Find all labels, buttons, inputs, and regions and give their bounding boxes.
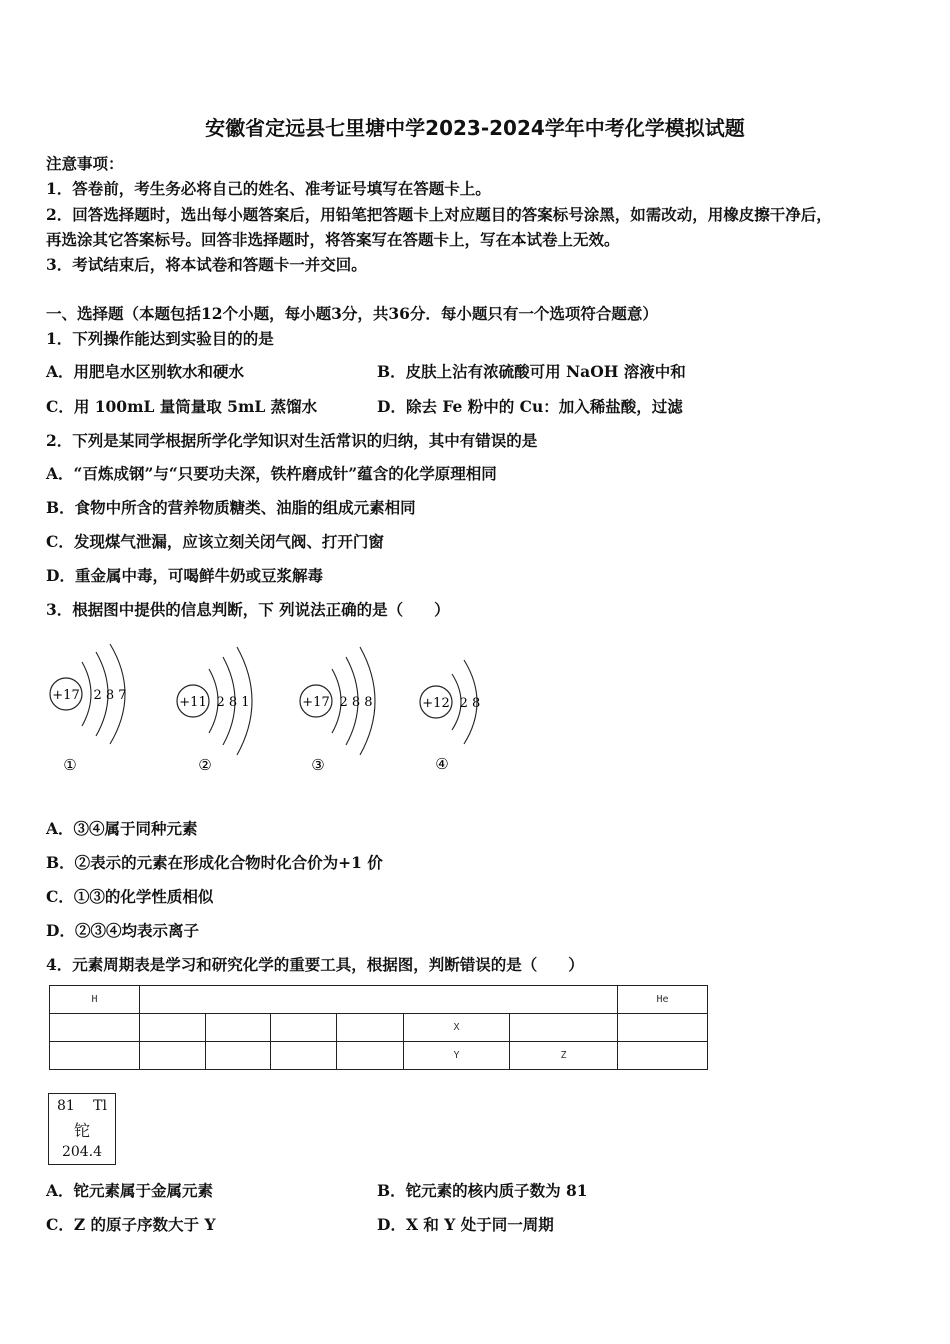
q4-stem: 4．元素周期表是学习和研究化学的重要工具，根据图，判断错误的是（ ） <box>46 955 584 974</box>
atom-diagram-3 <box>298 645 408 789</box>
q3-option-a: A．③④属于同种元素 <box>46 819 198 838</box>
q1-option-a: A．用肥皂水区别软水和硬水 <box>46 362 245 381</box>
svg-text:2 8 7: 2 8 7 <box>93 688 127 703</box>
svg-text:+17: +17 <box>52 688 80 703</box>
svg-text:④: ④ <box>435 755 449 773</box>
svg-text:2 8 1: 2 8 1 <box>216 695 250 710</box>
svg-text:2 8: 2 8 <box>459 696 481 711</box>
tl-symbol: Tl <box>93 1098 107 1114</box>
q4-option-b: B．铊元素的核内质子数为 81 <box>377 1181 588 1200</box>
atom-diagram-4 <box>418 652 508 786</box>
cell-he: He <box>618 986 708 1014</box>
q4-option-c: C．Z 的原子序数大于 Y <box>46 1215 216 1234</box>
q2-option-d: D．重金属中毒，可喝鲜牛奶或豆浆解毒 <box>46 566 323 585</box>
atom-diagram-1 <box>48 640 158 784</box>
cell-x: X <box>404 1014 510 1042</box>
thallium-element-card <box>48 1093 116 1165</box>
q4-option-d: D．X 和 Y 处于同一周期 <box>377 1215 554 1234</box>
cell-z: Z <box>510 1042 618 1070</box>
page-title: 安徽省定远县七里塘中学2023-2024学年中考化学模拟试题 <box>205 116 745 140</box>
q1-option-d: D．除去 Fe 粉中的 Cu：加入稀盐酸，过滤 <box>377 397 683 416</box>
q2-option-a: A．“百炼成钢”与“只要功夫深，铁杵磨成针”蕴含的化学原理相同 <box>46 464 497 483</box>
svg-text:2 8 8: 2 8 8 <box>339 695 373 710</box>
svg-text:+12: +12 <box>422 696 450 711</box>
notice-item-2: 2．回答选择题时，选出每小题答案后，用铅笔把答题卡上对应题目的答案标号涂黑，如需改动，用橡皮擦干净后， <box>46 205 832 224</box>
periodic-table-fragment <box>49 985 708 1070</box>
notice-item-3: 3．考试结束后，将本试卷和答题卡一并交回。 <box>46 255 367 274</box>
tl-atomic-number: 81 <box>57 1098 75 1114</box>
q3-stem: 3．根据图中提供的信息判断，下 列说法正确的是（ ） <box>46 600 450 619</box>
svg-text:+11: +11 <box>179 695 207 710</box>
notice-item-1: 1．答卷前，考生务必将自己的姓名、准考证号填写在答题卡上。 <box>46 179 491 198</box>
svg-text:③: ③ <box>311 756 325 774</box>
q1-option-b: B．皮肤上沾有浓硫酸可用 NaOH 溶液中和 <box>377 362 686 381</box>
q3-option-d: D．②③④均表示离子 <box>46 921 199 940</box>
q3-option-b: B．②表示的元素在形成化合物时化合价为+1 价 <box>46 853 383 872</box>
tl-mass: 204.4 <box>61 1144 103 1160</box>
q1-option-c: C．用 100mL 量筒量取 5mL 蒸馏水 <box>46 397 318 416</box>
svg-text:①: ① <box>63 756 77 774</box>
q2-stem: 2．下列是某同学根据所学化学知识对生活常识的归纳，其中有错误的是 <box>46 431 538 450</box>
notice-item-2-cont: 再选涂其它答案标号。回答非选择题时，将答案写在答题卡上，写在本试卷上无效。 <box>46 230 620 249</box>
tl-name: 铊 <box>73 1121 90 1140</box>
q3-option-c: C．①③的化学性质相似 <box>46 887 214 906</box>
cell-y: Y <box>404 1042 510 1070</box>
notice-heading: 注意事项： <box>46 154 124 173</box>
cell-h: H <box>50 986 140 1014</box>
atom-diagram-2 <box>175 645 285 789</box>
svg-text:②: ② <box>198 756 212 774</box>
q1-stem: 1．下列操作能达到实验目的的是 <box>46 329 274 348</box>
q2-option-b: B．食物中所含的营养物质糖类、油脂的组成元素相同 <box>46 498 416 517</box>
svg-text:+17: +17 <box>302 695 330 710</box>
section-heading: 一、选择题（本题包括12个小题，每小题3分，共36分．每小题只有一个选项符合题意） <box>46 304 658 323</box>
q4-option-a: A．铊元素属于金属元素 <box>46 1181 214 1200</box>
q2-option-c: C．发现煤气泄漏，应该立刻关闭气阀、打开门窗 <box>46 532 384 551</box>
